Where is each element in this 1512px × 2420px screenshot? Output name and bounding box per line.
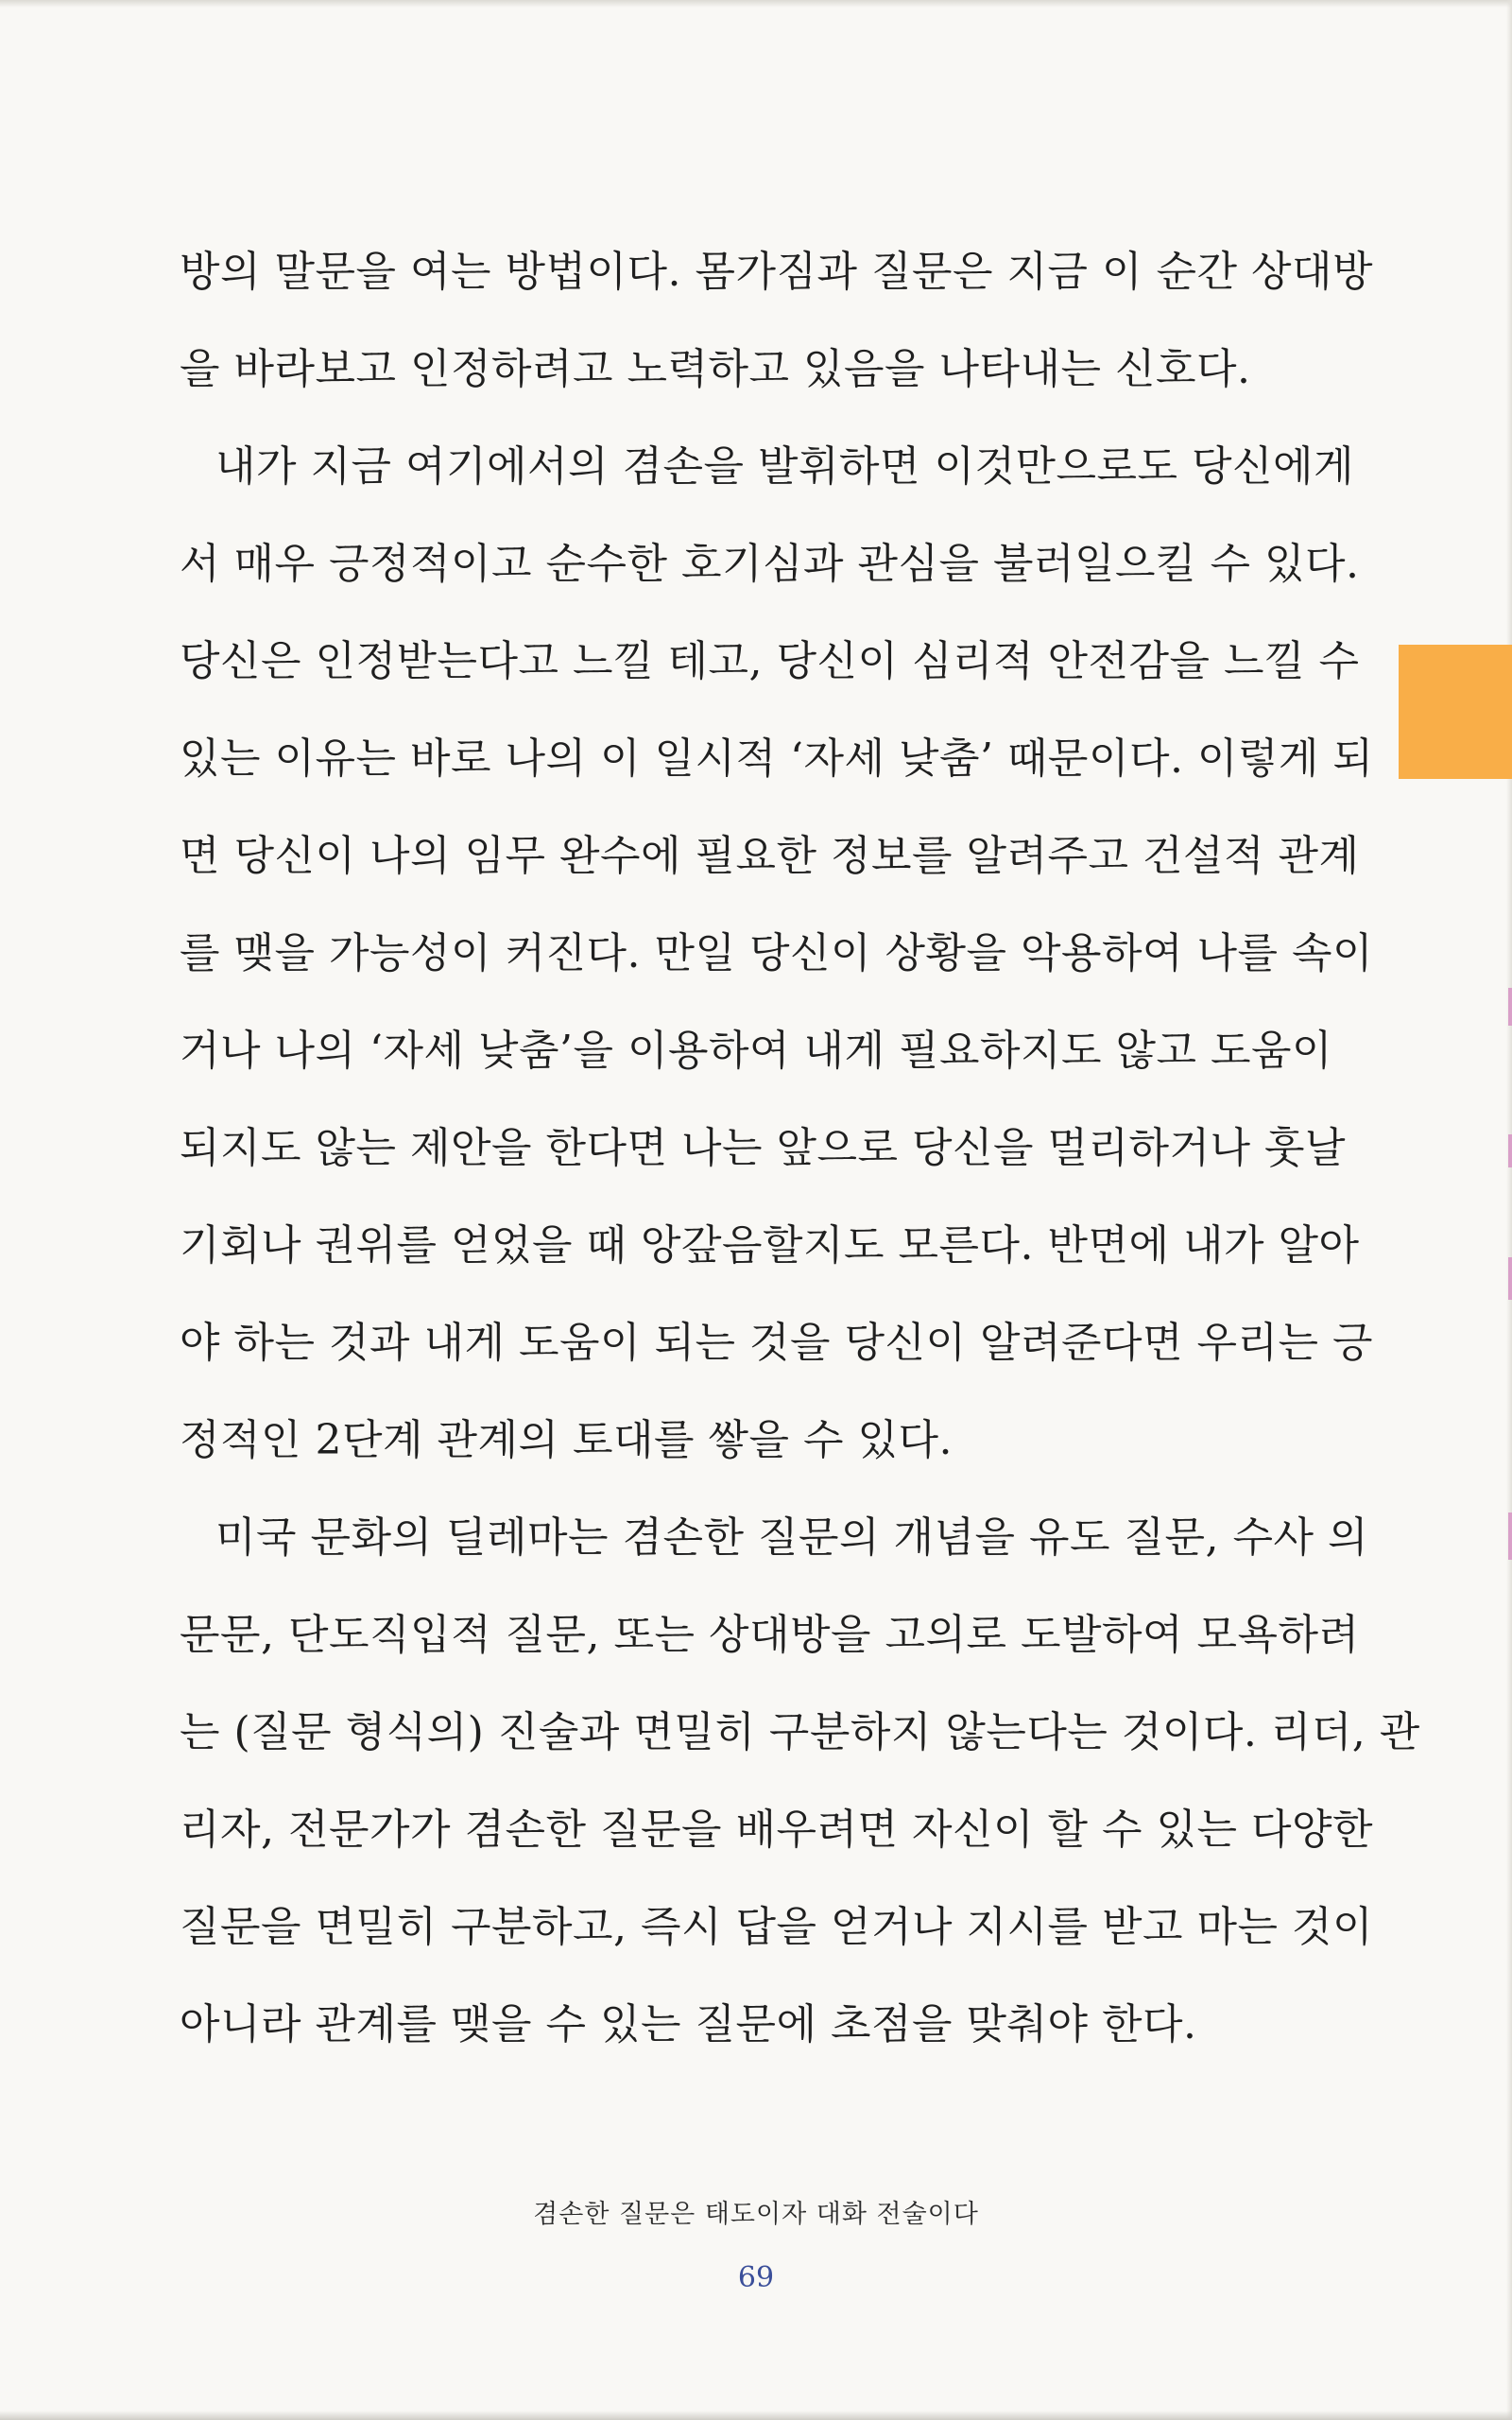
edge-mark <box>1508 1257 1512 1300</box>
edge-mark <box>1508 1512 1512 1560</box>
text-line: 를 맺을 가능성이 커진다. 만일 당신이 상황을 악용하여 나를 속이 <box>180 929 1373 977</box>
text-line: 질문을 면밀히 구분하고, 즉시 답을 얻거나 지시를 받고 마는 것이 <box>180 1903 1373 1951</box>
running-footer-title: 겸손한 질문은 태도이자 대화 전술이다 <box>533 2200 979 2229</box>
text-line: 문문, 단도직입적 질문, 또는 상대방을 고의로 도발하여 모욕하려 <box>180 1611 1360 1659</box>
text-line: 거나 나의 ‘자세 낮춤’을 이용하여 내게 필요하지도 않고 도움이 <box>180 1027 1332 1075</box>
text-line: 아니라 관계를 맺을 수 있는 질문에 초점을 맞춰야 한다. <box>180 2000 1197 2048</box>
page-right-edge <box>1506 0 1512 2420</box>
text-line: 기회나 권위를 얻었을 때 앙갚음할지도 모른다. 반면에 내가 알아 <box>180 1221 1360 1270</box>
text-line: 서 매우 긍정적이고 순수한 호기심과 관심을 불러일으킬 수 있다. <box>180 540 1360 588</box>
text-line: 내가 지금 여기에서의 겸손을 발휘하면 이것만으로도 당신에게 <box>215 442 1355 491</box>
text-line: 미국 문화의 딜레마는 겸손한 질문의 개념을 유도 질문, 수사 의 <box>215 1513 1368 1562</box>
text-line: 방의 말문을 여는 방법이다. 몸가짐과 질문은 지금 이 순간 상대방 <box>180 248 1373 296</box>
text-line: 당신은 인정받는다고 느낄 테고, 당신이 심리적 안전감을 느낄 수 <box>180 637 1360 685</box>
text-line: 되지도 않는 제안을 한다면 나는 앞으로 당신을 멀리하거나 훗날 <box>180 1124 1346 1172</box>
text-line: 면 당신이 나의 임무 완수에 필요한 정보를 알려주고 건설적 관계 <box>180 832 1360 880</box>
text-line: 있는 이유는 바로 나의 이 일시적 ‘자세 낮춤’ 때문이다. 이렇게 되 <box>180 735 1374 783</box>
body-text <box>180 223 1420 2073</box>
page-bottom-edge <box>0 2411 1512 2420</box>
edge-mark <box>1508 1134 1512 1167</box>
text-line: 정적인 2단계 관계의 토대를 쌓을 수 있다. <box>180 1416 953 1464</box>
text-line: 을 바라보고 인정하려고 노력하고 있음을 나타내는 신호다. <box>180 345 1251 393</box>
page-top-shadow <box>0 0 1512 8</box>
text-line: 는 (질문 형식의) 진술과 면밀히 구분하지 않는다는 것이다. 리더, 관 <box>180 1708 1420 1756</box>
text-line: 리자, 전문가가 겸손한 질문을 배우려면 자신이 할 수 있는 다양한 <box>180 1806 1373 1854</box>
chapter-index-tab <box>1399 645 1512 779</box>
edge-mark <box>1508 988 1512 1026</box>
text-line: 야 하는 것과 내게 도움이 되는 것을 당신이 알려준다면 우리는 긍 <box>180 1319 1373 1367</box>
page-number: 69 <box>737 2261 775 2294</box>
